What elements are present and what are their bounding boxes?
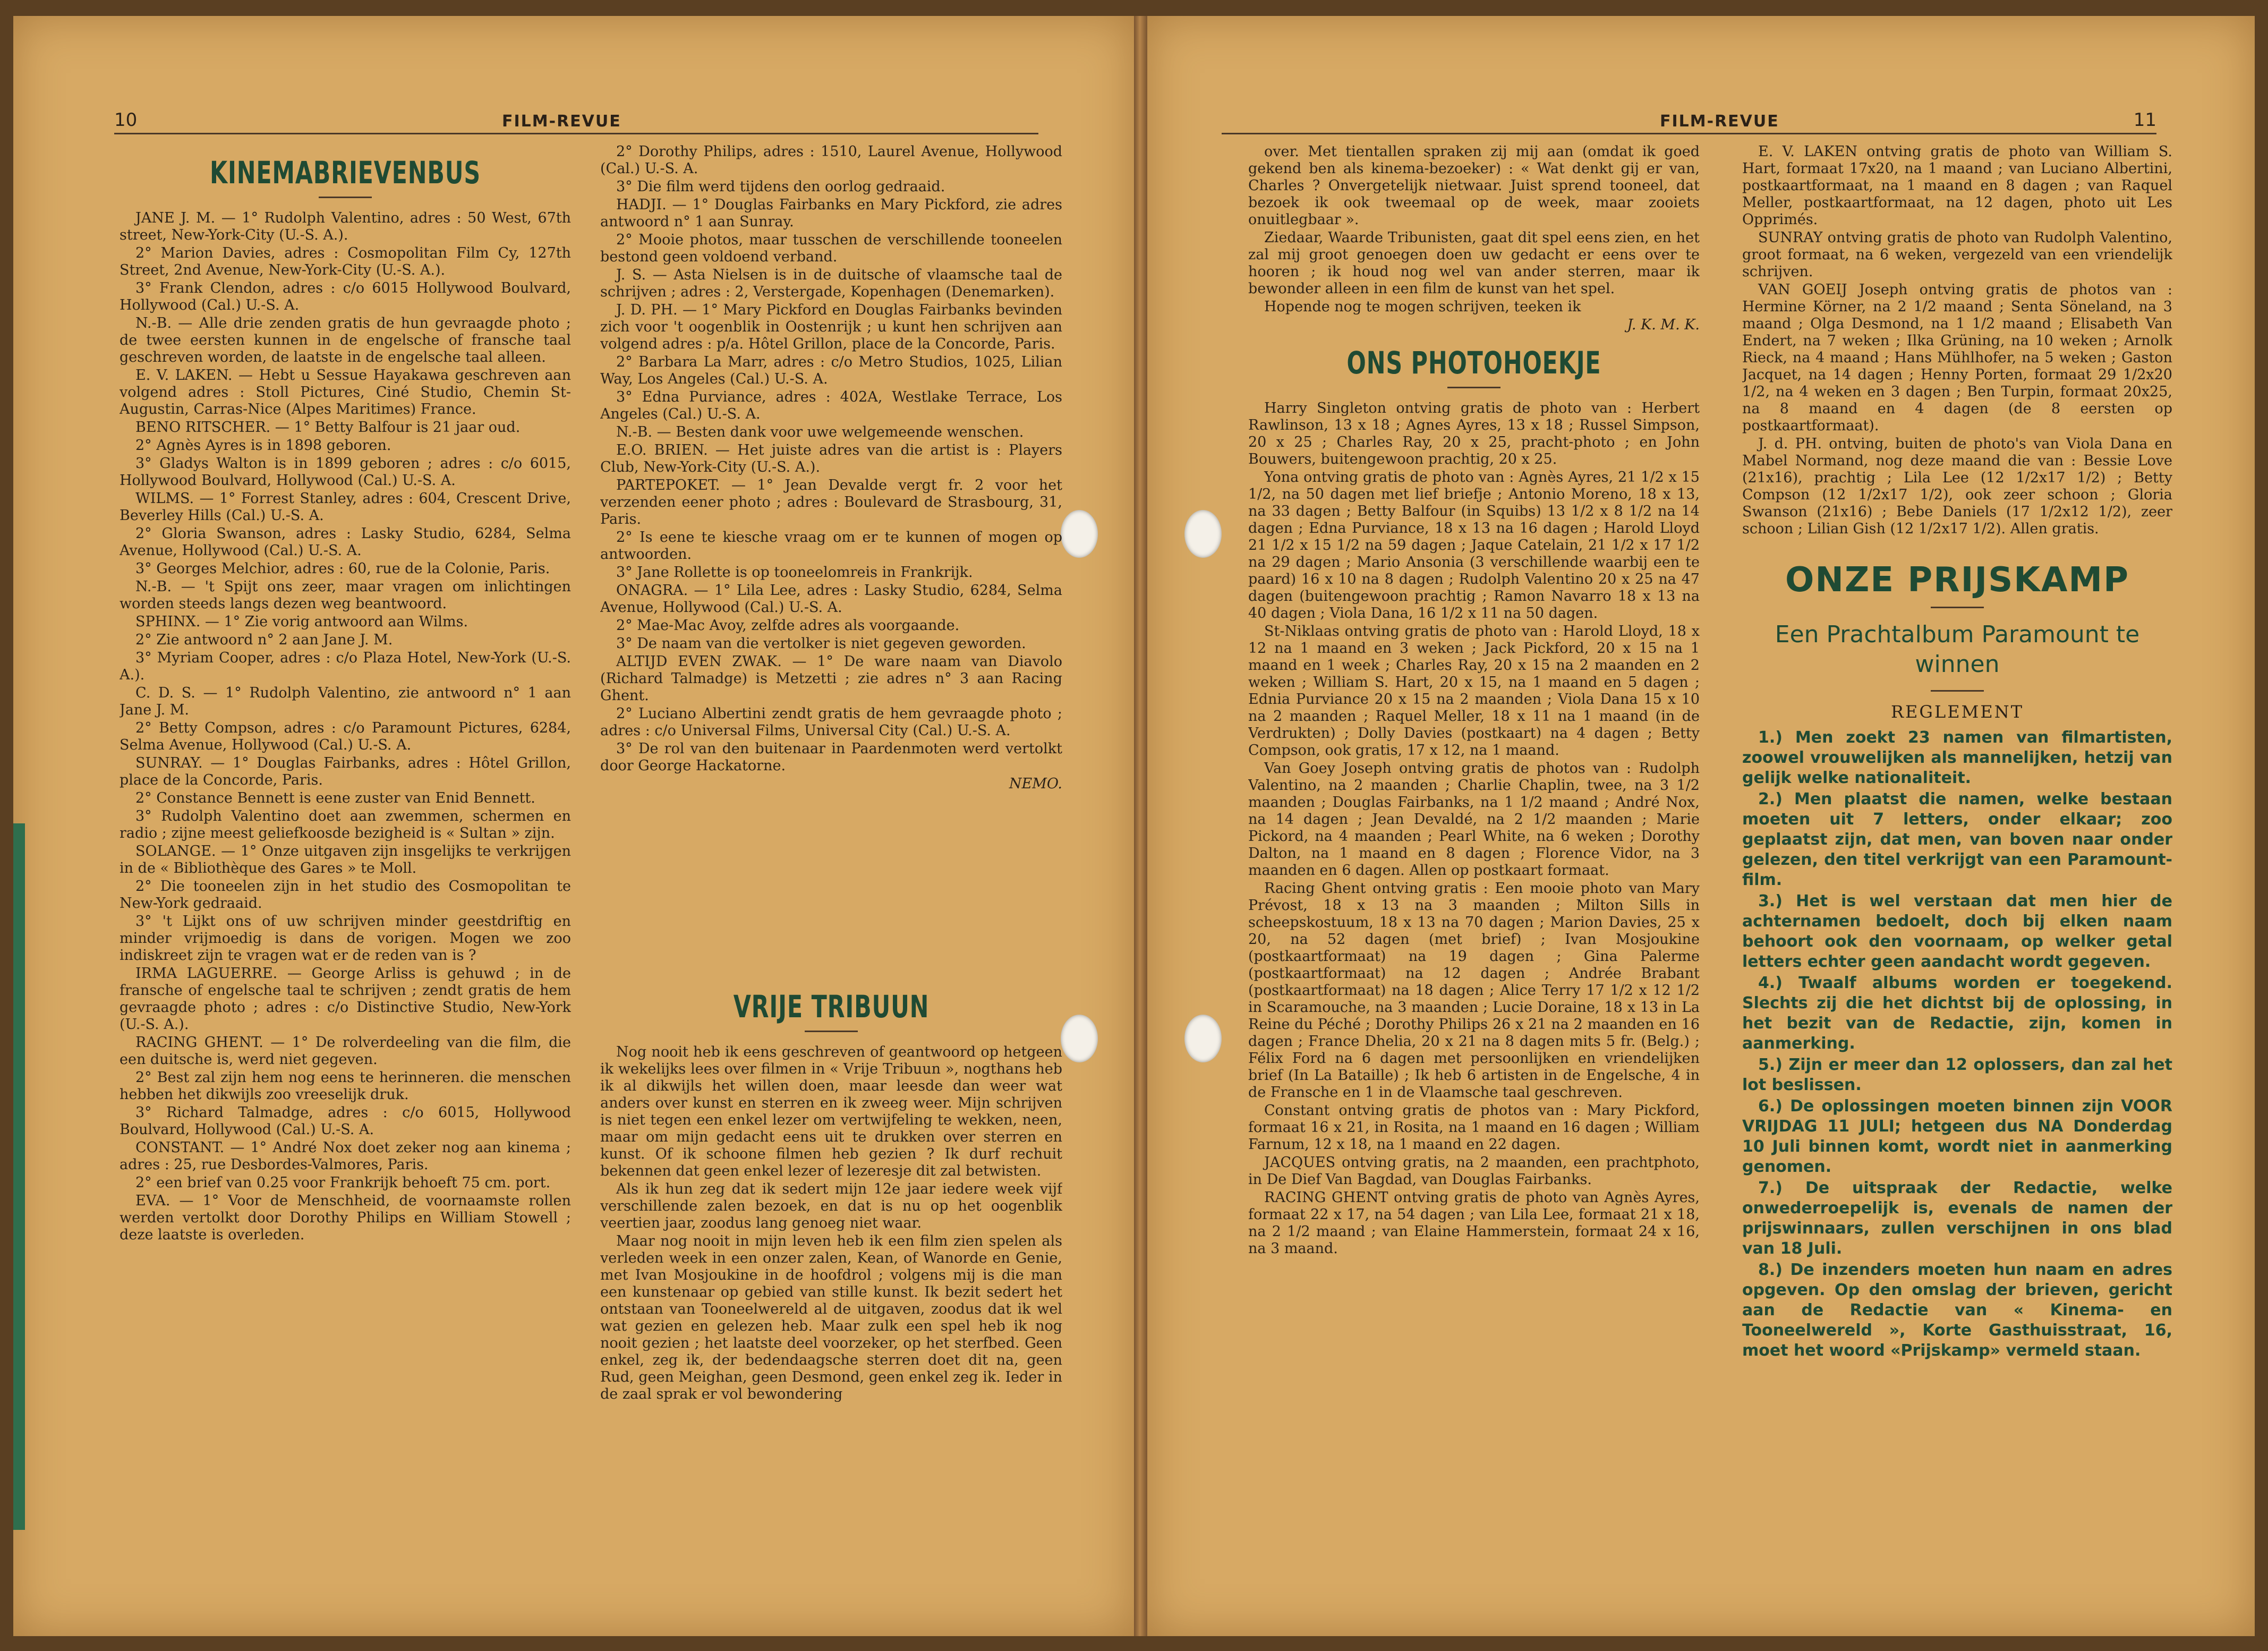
text-paragraph: SUNRAY. — 1° Douglas Fairbanks, adres : Hôtel Grillon, place de la Concorde, Paris. [120, 755, 571, 788]
text-paragraph: 2° Mae-Mac Avoy, zelfde adres als voorgaande. [616, 617, 960, 634]
text-paragraph: Ziedaar, Waarde Tribunisten, gaat dit spel eens zien, en het zal mij groot genoegen doen uw gedacht er eens over te hooren ; ik houd nog wel van ander sterren, maar ik bewonder alleen in een film de kunst van het spel. [1248, 229, 1700, 297]
rule-item: 1.) Men zoekt 23 namen van filmartisten, zoowel vrouwelijken als mannelijken, hetzij van gelijk welke nationaliteit. [1742, 728, 2172, 787]
title-divider [805, 1031, 858, 1032]
book-spine [1134, 16, 1147, 1636]
text-paragraph: N.-B. — 't Spijt ons zeer, maar vragen om inlichtingen worden steeds langs dezen weg beantwoord. [120, 578, 571, 612]
text-paragraph: St-Niklaas ontving gratis de photo van : Harold Lloyd, 18 x 12 na 1 maand en 3 weken ; Jack Pickford, 20 x 15 na 1 maand en 1 week ; Charles Ray, 20 x 15 na 2 maanden en 2 weken ; William S. Hart, 20 x 15, na 1 maand en 5 dagen ; Ednia Purviance 20 x 15 na 2 maanden ; Viola Dana 15 x 10 na 2 maanden ; Raquel Meller, 18 x 11 na 1 maand (in de Verdrukten) ; Dolly Davies (postkaart) na 4 dagen ; Betty Compson, ook gratis, 17 x 12, na 1 maand. [1248, 623, 1700, 759]
text-paragraph: 2° Barbara La Marr, adres : c/o Metro Studios, 1025, Lilian Way, Los Angeles (Cal.) U.-S. A. [600, 354, 1062, 387]
text-paragraph: 2° een brief van 0.25 voor Frankrijk behoeft 75 cm. port. [135, 1175, 551, 1191]
text-paragraph: 2° Mooie photos, maar tusschen de verschillende tooneelen bestond geen voldoend verband. [600, 232, 1062, 265]
text-paragraph: 2° Gloria Swanson, adres : Lasky Studio, 6284, Selma Avenue, Hollywood (Cal.) U.-S. A. [120, 525, 571, 559]
text-paragraph: Van Goey Joseph ontving gratis de photos van : Rudolph Valentino, na 2 maanden ; Charlie Chaplin, twee, na 3 1/2 maanden ; Douglas Fairbanks, na 1 1/2 maand ; André Nox, na 14 dagen ; Jean Devaldé, na 2 1/2 maanden ; Marie Pickord, na 4 maanden ; Pearl White, na 6 weken ; Dorothy Dalton, na 1 maand en 8 dagen ; Florence Vidor, na 3 maanden en 6 dagen. Allen op postkaart formaat. [1248, 760, 1700, 879]
rule-item: 8.) De inzenders moeten hun naam en adres opgeven. Op den omslag der brieven, gericht aan de Redactie van « Kinema- en Tooneelwereld », Korte Gasthuisstraat, 16, moet het woord «Prijskamp» vermeld staan. [1742, 1261, 2172, 1360]
text-paragraph: 2° Dorothy Philips, adres : 1510, Laurel Avenue, Hollywood (Cal.) U.-S. A. [600, 143, 1062, 177]
column-prijskamp [1742, 143, 2172, 1567]
text-paragraph: 2° Agnès Ayres is in 1898 geboren. [135, 437, 391, 454]
text-paragraph: Als ik hun zeg dat ik sedert mijn 12e jaar iedere week vijf verschillende zalen bezoek, en dat is nu op het oogenblik veertien jaar, zoodus lang genoeg niet waar. [600, 1181, 1062, 1231]
text-paragraph: 2° Is eene te kiesche vraag om er te kunnen of mogen op antwoorden. [600, 529, 1062, 563]
text-paragraph: RACING GHENT ontving gratis de photo van Agnès Ayres, formaat 22 x 17, na 54 dagen ; van Lila Lee, formaat 21 x 18, na 2 1/2 maand ; van Elaine Hammerstein, formaat 24 x 16, na 3 maand. [1248, 1189, 1700, 1257]
text-paragraph: HADJI. — 1° Douglas Fairbanks en Mary Pickford, zie adres antwoord n° 1 aan Sunray. [600, 197, 1062, 230]
text-paragraph: RACING GHENT. — 1° De rolverdeeling van die film, die een duitsche is, werd niet gegeven. [120, 1034, 571, 1068]
text-paragraph: JANE J. M. — 1° Rudolph Valentino, adres : 50 West, 67th street, New-York-City (U.-S. A.). [120, 210, 571, 243]
paragraph-list [1248, 400, 1700, 1257]
column-kinemabrievenbus-continued [600, 143, 1062, 967]
text-paragraph: ALTIJD EVEN ZWAK. — 1° De ware naam van Diavolo (Richard Talmadge) is Metzetti ; zie adres n° 3 aan Racing Ghent. [600, 653, 1062, 704]
text-paragraph: PARTEPOKET. — 1° Jean Devalde vergt fr. 2 voor het verzenden eener photo ; adres : Boulevard de Strasbourg, 31, Paris. [600, 477, 1062, 527]
prize-subtitle: Een Prachtalbum Paramount te winnen [1775, 621, 2140, 678]
title-divider [319, 197, 372, 198]
text-paragraph: 3° De rol van den buitenaar in Paardenmoten werd vertolkt door George Hackatorne. [600, 741, 1062, 774]
text-paragraph: 3° Rudolph Valentino doet aan zwemmen, schermen en radio ; zijne meest geliefkoosde bezigheid is « Sultan » zijn. [120, 808, 571, 841]
text-paragraph: E.O. BRIEN. — Het juiste adres van die artist is : Players Club, New-York-City (U.-S. A.). [600, 442, 1062, 475]
text-paragraph: Maar nog nooit in mijn leven heb ik een film zien spelen als verleden week in een onzer zalen, Kean, of Wanorde en Genie, met Ivan Mosjoukine in de hoofdrol ; volgens mij is die man een kunstenaar op gebied van stille kunst. Ik bezit sedert het ontstaan van Tooneelwereld al de uitgaven, zoodus dat ik wel wat gezien en gelezen heb. Maar zulk een spel heb ik nog nooit gezien ; het laatste deel voorzeker, op het sterfbed. Geen enkel, zeg ik, der bedendaagsche sterren doet dit na, geen Rud, geen Meighan, geen Desmond, geen enkel zeg ik. Ieder in de zaal sprak er vol bewondering [600, 1233, 1062, 1402]
paragraph-list [1248, 143, 1700, 316]
text-paragraph: 3° Richard Talmadge, adres : c/o 6015, Hollywood Boulvard, Hollywood (Cal.) U.-S. A. [120, 1104, 571, 1138]
text-paragraph: Racing Ghent ontving gratis : Een mooie photo van Mary Prévost, 18 x 13 na 3 maanden ; Milton Sills in scheepskostuum, 18 x 13 na 70 dagen ; Marion Davies, 25 x 20, na 52 dagen (met brief) ; Ivan Mosjoukine (postkaartformaat) na 19 dagen ; Gina Palerme (postkaartformaat) na 12 dagen ; Andrée Brabant (postkaartformaat) na 18 dagen ; Alice Terry 17 1/2 x 12 1/2 in Scaramouche, na 3 maanden ; Lucie Doraine, 18 x 13 in La Reine du Péché ; Dorothy Philips 26 x 21 na 2 maanden en 16 dagen ; France Dhelia, 20 x 21 na 8 dagen mits 5 fr. (Belg.) ; Félix Ford na 6 dagen met persoonlijken en vriendelijken brief (In La Bataille) ; Ik heb 6 artisten in de Engelsche, 4 in de Fransche en 1 in de Vlaamsche taal geschreven. [1248, 880, 1700, 1101]
text-paragraph: J. S. — Asta Nielsen is in de duitsche of vlaamsche taal de schrijven ; adres : 2, Verstergade, Kopenhagen (Denemarken). [600, 267, 1062, 300]
running-title: FILM-REVUE [1660, 112, 1779, 131]
column-vrije-tribuun [600, 977, 1062, 1567]
text-paragraph: Harry Singleton ontving gratis de photo van : Herbert Rawlinson, 13 x 18 ; Agnes Ayres, 13 x 18 ; Russel Simpson, 20 x 25 ; Charles Ray, 20 x 25, pracht-photo ; en John Bouwers, buitengewoon prachtig, 20 x 25. [1248, 400, 1700, 467]
text-paragraph: SOLANGE. — 1° Onze uitgaven zijn insgelijks te verkrijgen in de « Bibliothèque des Gares » te Moll. [120, 843, 571, 876]
text-paragraph: WILMS. — 1° Forrest Stanley, adres : 604, Crescent Drive, Beverley Hills (Cal.) U.-S. A. [120, 490, 571, 524]
text-paragraph: E. V. LAKEN ontving gratis de photo van William S. Hart, formaat 17x20, na 1 maand ; van Luciano Albertini, postkaartformaat, na 1 maand en 8 dagen ; van Raquel Meller, postkaartformaat, na 12 dagen, photo uit Les Opprimés. [1742, 143, 2172, 228]
title-divider [1447, 387, 1500, 388]
text-paragraph: 3° Die film werd tijdens den oorlog gedraaid. [616, 178, 945, 195]
title-divider [1931, 690, 1984, 692]
text-paragraph: 2° Die tooneelen zijn in het studio des Cosmopolitan te New-York gedraaid. [120, 878, 571, 912]
text-paragraph: N.-B. — Alle drie zenden gratis de hun gevraagde photo ; de twee eersten kunnen in de engelsche of fransche taal geschreven worden, de laatste in de engelsche taal alleen. [120, 315, 571, 365]
text-paragraph: SUNRAY ontving gratis de photo van Rudolph Valentino, groot formaat, na 6 weken, vergezeld van een vriendelijk schrijven. [1742, 229, 2172, 280]
column-kinemabrievenbus [120, 143, 571, 1567]
text-paragraph: ONAGRA. — 1° Lila Lee, adres : Lasky Studio, 6284, Selma Avenue, Hollywood (Cal.) U.-S. A. [600, 582, 1062, 616]
text-paragraph: 2° Zie antwoord n° 2 aan Jane J. M. [135, 632, 393, 648]
text-paragraph: C. D. S. — 1° Rudolph Valentino, zie antwoord n° 1 aan Jane J. M. [120, 685, 571, 718]
punch-hole [1184, 510, 1222, 558]
text-paragraph: Hopende nog te mogen schrijven, teeken ik [1264, 299, 1581, 315]
section-title-photohoekje: ONS PHOTOHOEKJE [1346, 345, 1601, 381]
text-paragraph: SPHINX. — 1° Zie vorig antwoord aan Wilms. [135, 614, 468, 630]
text-paragraph: 3° Edna Purviance, adres : 402A, Westlake Terrace, Los Angeles (Cal.) U.-S. A. [600, 389, 1062, 422]
rules-heading: REGLEMENT [1890, 702, 2024, 722]
text-paragraph: 2° Betty Compson, adres : c/o Paramount Pictures, 6284, Selma Avenue, Hollywood (Cal.) U.-S. A. [120, 720, 571, 753]
text-paragraph: J. d. PH. ontving, buiten de photo's van Viola Dana en Mabel Normand, nog deze maand die van : Bessie Love (21x16), prachtig ; Lila Lee (12 1/2x17 1/2) ; Betty Compson (12 1/2x17 1/2), ook zeer schoon ; Gloria Swanson (21x16) ; Bebe Daniels (17 1/2x12 1/2), zeer schoon ; Lilian Gish (12 1/2x17 1/2). Allen gratis. [1742, 436, 2172, 537]
rule-item: 5.) Zijn er meer dan 12 oplossers, dan zal het lot beslissen. [1742, 1056, 2172, 1094]
text-paragraph: CONSTANT. — 1° André Nox doet zeker nog aan kinema ; adres : 25, rue Desbordes-Valmores, Paris. [120, 1139, 571, 1173]
page-number: 11 [2133, 109, 2156, 131]
running-title: FILM-REVUE [502, 112, 621, 131]
text-paragraph: EVA. — 1° Voor de Menschheid, de voornaamste rollen werden vertolkt door Dorothy Philips en William Stowell ; deze laatste is overleden. [120, 1193, 571, 1243]
text-paragraph: 3° Georges Melchior, adres : 60, rue de la Colonie, Paris. [135, 560, 550, 577]
rule-item: 2.) Men plaatst die namen, welke bestaan moeten uit 7 letters, onder elkaar; zoo geplaatst zijn, dat men, van boven naar onder gelezen, den titel verkrijgt van een Paramount-film. [1742, 790, 2172, 889]
paragraph-list [1742, 143, 2172, 538]
text-paragraph: 3° De naam van die vertolker is niet gegeven geworden. [616, 635, 1026, 652]
prize-title: ONZE PRIJSKAMP [1785, 560, 2129, 600]
text-paragraph: 2° Constance Bennett is eene zuster van Enid Bennett. [135, 790, 535, 806]
text-paragraph: 2° Marion Davies, adres : Cosmopolitan Film Cy, 127th Street, 2nd Avenue, New-York-City (U.-S. A.). [120, 245, 571, 278]
punch-hole [1061, 510, 1098, 558]
text-paragraph: Nog nooit heb ik eens geschreven of geantwoord op hetgeen ik wekelijks lees over filmen in « Vrije Tribuun », nogthans heb ik al dikwijls het willen doen, maar leesde dan weer wat anders over kunst en sterren en ik zweeg weer. Mijn schrijven is niet tegen een enkel lezer om vertwijfeling te wekken, neen, maar om mijn gedacht eens uit te drukken over sterren en kunst. Of ik schoone filmen heb gezien ? Ik durf rechuit bekennen dat geen enkel lezer of lezeresje dit zal betwisten. [600, 1044, 1062, 1179]
text-paragraph: BENO RITSCHER. — 1° Betty Balfour is 21 jaar oud. [135, 419, 521, 436]
rule-item: 6.) De oplossingen moeten binnen zijn VOOR VRIJDAG 11 JULI; hetgeen dus NA Donderdag 10 Juli binnen komt, wordt niet in aanmerking genomen. [1742, 1097, 2172, 1176]
green-edge-strip [13, 823, 25, 1530]
text-paragraph: 3° Frank Clendon, adres : c/o 6015 Hollywood Boulvard, Hollywood (Cal.) U.-S. A. [120, 280, 571, 313]
text-paragraph: N.-B. — Besten dank voor uwe welgemeende wenschen. [616, 424, 1024, 440]
text-paragraph: 2° Best zal zijn hem nog eens te herinneren. die menschen hebben het dikwijls zoo vreeselijk druk. [120, 1069, 571, 1103]
signature-nemo: NEMO. [1009, 776, 1062, 792]
text-paragraph: Constant ontving gratis de photos van : Mary Pickford, formaat 16 x 21, in Rosita, na 1 maand en 16 dagen ; William Farnum, 12 x 18, na 1 maand en 22 dagen. [1248, 1102, 1700, 1153]
section-title-vrije-tribuun: VRIJE TRIBUUN [733, 989, 930, 1025]
left-running-head [114, 106, 1038, 134]
text-paragraph: IRMA LAGUERRE. — George Arliss is gehuwd ; in de fransche of engelsche taal te schrijven ; zendt gratis de hem gevraagde photo ; adres : c/o Distinctive Studio, New-York (U.-S. A.). [120, 965, 571, 1033]
punch-hole [1184, 1015, 1222, 1062]
signature-jkmk: J. K. M. K. [1627, 317, 1700, 333]
column-photohoekje [1248, 143, 1700, 1567]
text-paragraph: VAN GOEIJ Joseph ontving gratis de photos van : Hermine Körner, na 2 1/2 maand ; Senta Söneland, na 3 maand ; Olga Desmond, na 1 1/2 maand ; Elisabeth Van Endert, na 7 weken ; Ilka Grüning, na 10 weken ; Arnolk Rieck, na 4 maand ; Hans Mühlhofer, na 5 weken ; Gaston Jacquet, na 14 dagen ; Henny Porten, formaat 29 1/2x20 1/2, na 4 weken en 3 dagen ; Ben Turpin, formaat 20x25, na 8 maand en 4 dagen (de 8 eersten op postkaartformaat). [1742, 282, 2172, 434]
rules-list [1742, 728, 2172, 1361]
section-title-kinemabrievenbus: KINEMABRIEVENBUS [210, 155, 481, 191]
punch-hole [1061, 1015, 1098, 1062]
text-paragraph: JACQUES ontving gratis, na 2 maanden, een prachtphoto, in De Dief Van Bagdad, van Douglas Fairbanks. [1248, 1154, 1700, 1188]
text-paragraph: over. Met tientallen spraken zij mij aan (omdat ik goed gekend ben als kinema-bezoeker) : « Wat denkt gij er van, Charles ? Onvergetelijk nietwaar. Juist sprend tooneel, dat bezoek ik ook tweemaal op de week, maar zooiets onuitlegbaar ». [1248, 143, 1700, 228]
title-divider [1931, 607, 1984, 608]
rule-item: 3.) Het is wel verstaan dat men hier de achternamen bedoelt, doch bij elken naam behoort ook den voornaam, op welker getal letters echter geen aandacht wordt gegeven. [1742, 892, 2172, 971]
rule-item: 4.) Twaalf albums worden er toegekend. Slechts zij die het dichtst bij de oplossing, in het bezit van de Redactie, zijn, komen in aanmerking. [1742, 974, 2172, 1053]
paragraph-list [120, 210, 571, 1244]
text-paragraph: 3° Myriam Cooper, adres : c/o Plaza Hotel, New-York (U.-S. A.). [120, 650, 571, 683]
text-paragraph: J. D. PH. — 1° Mary Pickford en Douglas Fairbanks bevinden zich voor 't oogenblik in Oostenrijk ; u kunt hen schrijven aan volgend adres : p/a. Hôtel Grillon, place de la Concorde, Paris. [600, 302, 1062, 352]
text-paragraph: E. V. LAKEN. — Hebt u Sessue Hayakawa geschreven aan volgend adres : Stoll Pictures, Ciné Studio, Chemin St-Augustin, Carras-Nice (Alpes Maritimes) France. [120, 367, 571, 418]
page-number: 10 [114, 109, 138, 131]
text-paragraph: 3° Jane Rollette is op tooneelomreis in Frankrijk. [616, 564, 973, 581]
text-paragraph: 3° 't Lijkt ons of uw schrijven minder geestdriftig en minder vrijmoedig is dans de vorigen. Mogen we zoo indiskreet zijn te vragen wat er de reden van is ? [120, 913, 571, 964]
paragraph-list [600, 1044, 1062, 1403]
text-paragraph: Yona ontving gratis de photo van : Agnès Ayres, 21 1/2 x 15 1/2, na 50 dagen met lief briefje ; Antonio Moreno, 18 x 13, na 33 dagen ; Betty Balfour (in Squibs) 13 1/2 x 8 1/2 na 14 dagen ; Edna Purviance, 18 x 13 na 16 dagen ; Harold Lloyd 21 1/2 x 15 1/2 na 59 dagen ; Jaque Catelain, 21 1/2 x 17 1/2 na 29 dagen ; Mario Ansonia (3 verschillende waarbij een te paard) 16 x 10 na 8 dagen ; Rudolph Valentino 20 x 25 na 47 dagen (buitengewoon prachtig ; Ramon Navarro 18 x 13 na 40 dagen ; Viola Dana, 16 1/2 x 11 na 50 dagen. [1248, 469, 1700, 622]
paragraph-list [600, 143, 1062, 775]
text-paragraph: 3° Gladys Walton is in 1899 geboren ; adres : c/o 6015, Hollywood Boulvard, Hollywood (Cal.) U.-S. A. [120, 455, 571, 489]
text-paragraph: 2° Luciano Albertini zendt gratis de hem gevraagde photo ; adres : c/o Universal Films, Universal City (Cal.) U.-S. A. [600, 705, 1062, 739]
rule-item: 7.) De uitspraak der Redactie, welke onwederroepelijk is, evenals de namen der prijswinnaars, zullen verschijnen in ons blad van 18 Juli. [1742, 1179, 2172, 1258]
right-running-head [1222, 106, 2156, 134]
